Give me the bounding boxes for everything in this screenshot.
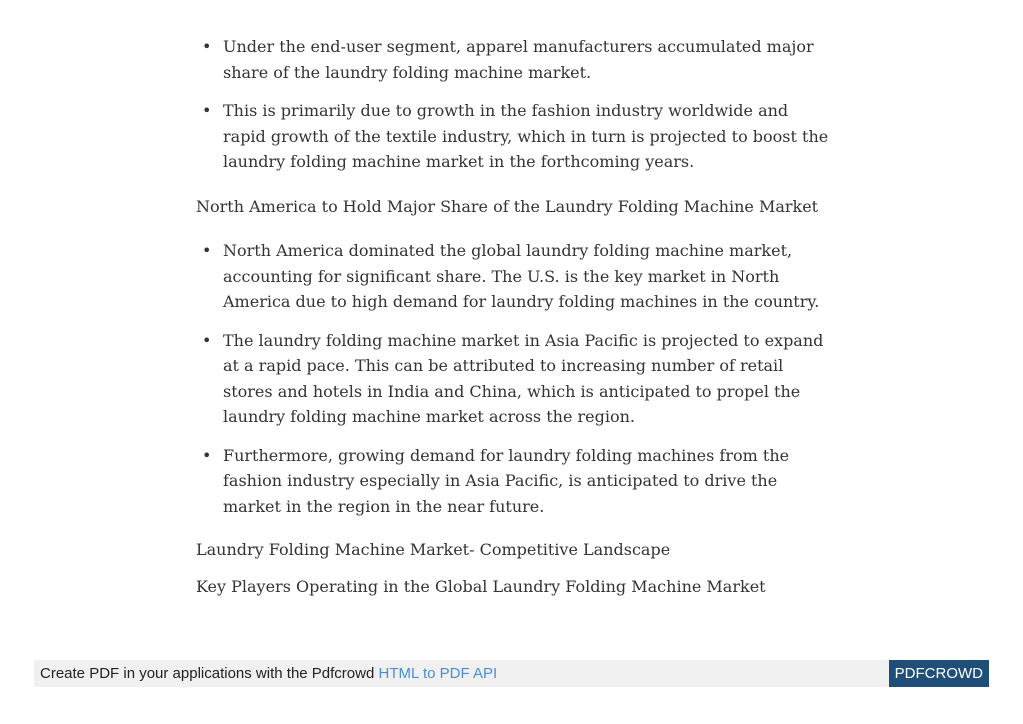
bullet-icon: • bbox=[202, 330, 212, 350]
list-item-text: Under the end-user segment, apparel manufacturers accumulated major share of the laundry folding machine market. bbox=[223, 37, 814, 82]
list-item bbox=[196, 238, 836, 315]
section-heading-competitive-landscape: Laundry Folding Machine Market- Competitive Landscape bbox=[196, 540, 671, 559]
bullet-icon: • bbox=[202, 241, 212, 260]
list-item-text: Furthermore, growing demand for laundry folding machines from the fashion industry especially in Asia Pacific, is anticipated to drive the market in the region in the near future. bbox=[223, 445, 790, 516]
list-item bbox=[196, 443, 836, 520]
bullet-list-regions bbox=[196, 238, 836, 519]
list-item bbox=[196, 34, 836, 85]
pdfcrowd-footer-bar bbox=[34, 660, 989, 687]
section-heading-north-america: North America to Hold Major Share of the Laundry Folding Machine Market bbox=[196, 196, 819, 216]
bullet-list-end-user bbox=[196, 34, 836, 175]
list-item-text: The laundry folding machine market in Asia Pacific is projected to expand at a rapid pace. This can be attributed to increasing number of retail stores and hotels in India and China, which is anticipated to propel the laundry folding machine market across the region. bbox=[223, 330, 824, 426]
list-item bbox=[196, 328, 836, 430]
footer-text: Create PDF in your applications with the Pdfcrowd bbox=[40, 665, 379, 682]
bullet-icon: • bbox=[202, 101, 212, 120]
list-item bbox=[196, 98, 836, 175]
list-item-text: This is primarily due to growth in the fashion industry worldwide and rapid growth of the textile industry, which in turn is projected to boost the laundry folding machine market in the forthcoming years. bbox=[223, 101, 829, 171]
bullet-icon: • bbox=[202, 37, 212, 56]
document-body bbox=[196, 34, 836, 599]
footer-text-line bbox=[40, 660, 497, 687]
pdfcrowd-brand-button[interactable]: PDFCROWD bbox=[889, 660, 989, 687]
list-item-text: North America dominated the global laundry folding machine market, accounting for significant share. The U.S. is the key market in North America due to high demand for laundry folding machines in the country. bbox=[223, 241, 820, 311]
section-heading-key-players: Key Players Operating in the Global Laundry Folding Machine Market bbox=[196, 576, 766, 596]
html-to-pdf-api-link[interactable]: HTML to PDF API bbox=[378, 665, 498, 682]
bullet-icon: • bbox=[202, 445, 212, 465]
